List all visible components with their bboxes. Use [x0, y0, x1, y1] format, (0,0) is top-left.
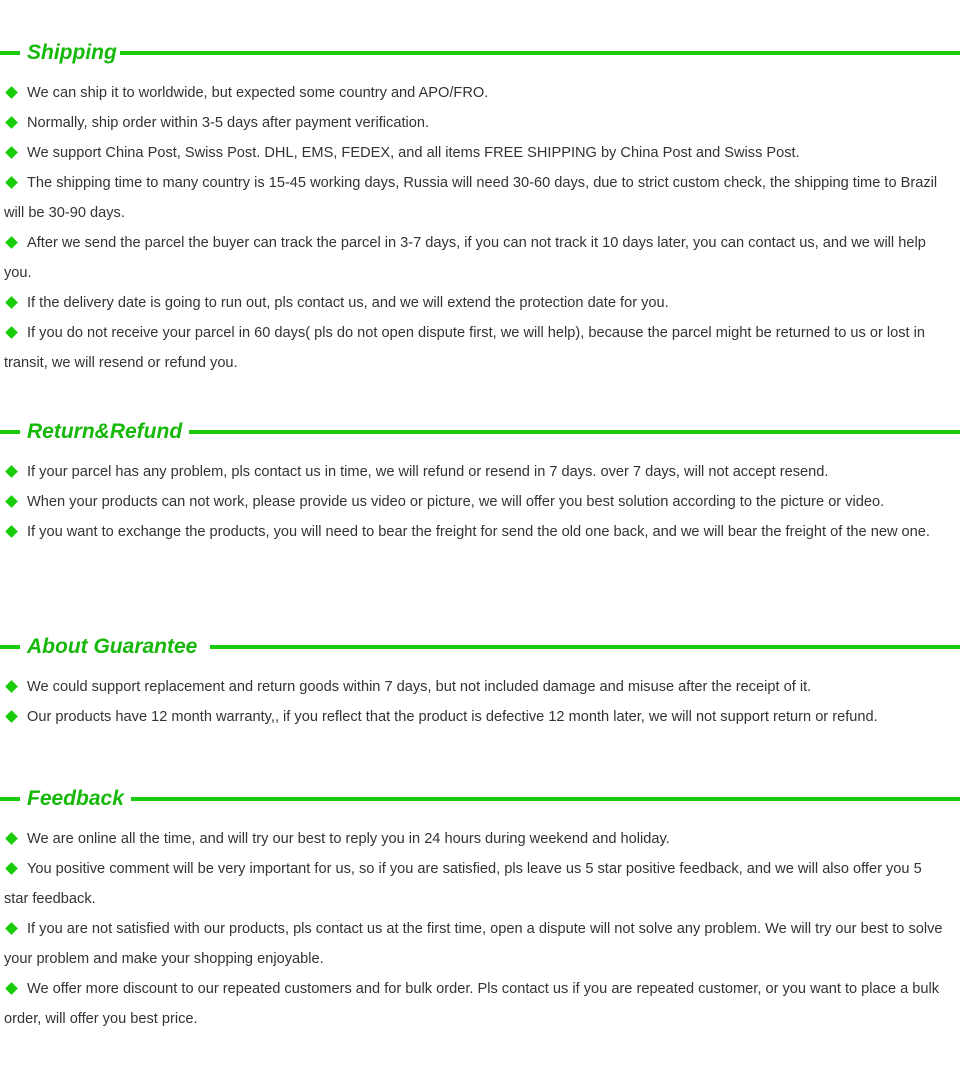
diamond-bullet-icon: [5, 922, 18, 935]
section-shipping: [0, 38, 960, 378]
diamond-bullet-icon: [5, 296, 18, 309]
item-text: Normally, ship order within 3-5 days after payment verification.: [27, 115, 430, 131]
section-header: [0, 38, 960, 68]
section-about-guarantee: [0, 632, 960, 732]
header-rule-right: [210, 645, 960, 649]
item-text: When your products can not work, please provide us video or picture, we will offer you best solution according to the picture or video.: [27, 494, 885, 510]
list-item: [0, 702, 960, 732]
item-text: If the delivery date is going to run out, pls contact us, and we will extend the protection date for you.: [27, 295, 669, 311]
diamond-bullet-icon: [5, 86, 18, 99]
diamond-bullet-icon: [5, 525, 18, 538]
header-rule-left: [0, 430, 20, 434]
section-title: Shipping: [27, 41, 117, 64]
header-rule-right: [120, 51, 960, 55]
section-title: Return&Refund: [27, 420, 183, 443]
item-text: Our products have 12 month warranty,, if you reflect that the product is defective 12 month later, we will not support return or refund.: [27, 709, 878, 725]
item-text: We offer more discount to our repeated customers and for bulk order. Pls contact us if you are repeated customer, or you want to place a bulk order, will offer you best price.: [4, 981, 940, 1027]
section-header: [0, 784, 960, 814]
list-item: [0, 457, 960, 487]
item-text: If you want to exchange the products, you will need to bear the freight for send the old one back, and we will bear the freight of the new one.: [27, 524, 930, 540]
list-item: [0, 914, 960, 974]
list-item: [0, 318, 960, 378]
section-title: Feedback: [27, 787, 124, 810]
list-item: [0, 168, 960, 228]
header-rule-left: [0, 797, 20, 801]
item-text: The shipping time to many country is 15-45 working days, Russia will need 30-60 days, due to strict custom check, the shipping time to Brazil will be 30-90 days.: [4, 175, 938, 221]
list-item: [0, 228, 960, 288]
item-list: [0, 457, 960, 547]
diamond-bullet-icon: [5, 680, 18, 693]
diamond-bullet-icon: [5, 710, 18, 723]
header-rule-right: [131, 797, 960, 801]
list-item: [0, 672, 960, 702]
section-header: [0, 417, 960, 447]
item-text: After we send the parcel the buyer can track the parcel in 3-7 days, if you can not track it 10 days later, you can contact us, and we will help you.: [4, 235, 926, 281]
item-text: If you are not satisfied with our products, pls contact us at the first time, open a dispute will not solve any problem. We will try our best to solve your problem and make your shopping enjoyable.: [4, 921, 943, 967]
item-text: We could support replacement and return goods within 7 days, but not included damage and misuse after the receipt of it.: [27, 679, 812, 695]
item-text: If your parcel has any problem, pls contact us in time, we will refund or resend in 7 days. over 7 days, will not accept resend.: [27, 464, 829, 480]
diamond-bullet-icon: [5, 326, 18, 339]
section-header: [0, 632, 960, 662]
section-title: About Guarantee: [27, 635, 198, 658]
header-rule-left: [0, 645, 20, 649]
diamond-bullet-icon: [5, 465, 18, 478]
list-item: [0, 138, 960, 168]
diamond-bullet-icon: [5, 176, 18, 189]
list-item: [0, 288, 960, 318]
header-rule-right: [189, 430, 960, 434]
diamond-bullet-icon: [5, 982, 18, 995]
section-feedback: [0, 784, 960, 1034]
diamond-bullet-icon: [5, 236, 18, 249]
diamond-bullet-icon: [5, 495, 18, 508]
item-text: If you do not receive your parcel in 60 days( pls do not open dispute first, we will help), because the parcel might be returned to us or lost in transit, we will resend or refund you.: [4, 325, 926, 371]
list-item: [0, 487, 960, 517]
list-item: [0, 974, 960, 1034]
list-item: [0, 78, 960, 108]
item-text: We support China Post, Swiss Post. DHL, EMS, FEDEX, and all items FREE SHIPPING by China Post and Swiss Post.: [27, 145, 800, 161]
item-text: You positive comment will be very important for us, so if you are satisfied, pls leave us 5 star positive feedback, and we will also offer you 5 star feedback.: [4, 861, 922, 907]
diamond-bullet-icon: [5, 146, 18, 159]
diamond-bullet-icon: [5, 862, 18, 875]
list-item: [0, 517, 960, 547]
list-item: [0, 108, 960, 138]
section-return-refund: [0, 417, 960, 547]
diamond-bullet-icon: [5, 116, 18, 129]
item-list: [0, 672, 960, 732]
item-text: We can ship it to worldwide, but expected some country and APO/FRO.: [27, 85, 489, 101]
list-item: [0, 824, 960, 854]
list-item: [0, 854, 960, 914]
header-rule-left: [0, 51, 20, 55]
item-list: [0, 824, 960, 1034]
item-list: [0, 78, 960, 378]
item-text: We are online all the time, and will try our best to reply you in 24 hours during weekend and holiday.: [27, 831, 670, 847]
diamond-bullet-icon: [5, 832, 18, 845]
